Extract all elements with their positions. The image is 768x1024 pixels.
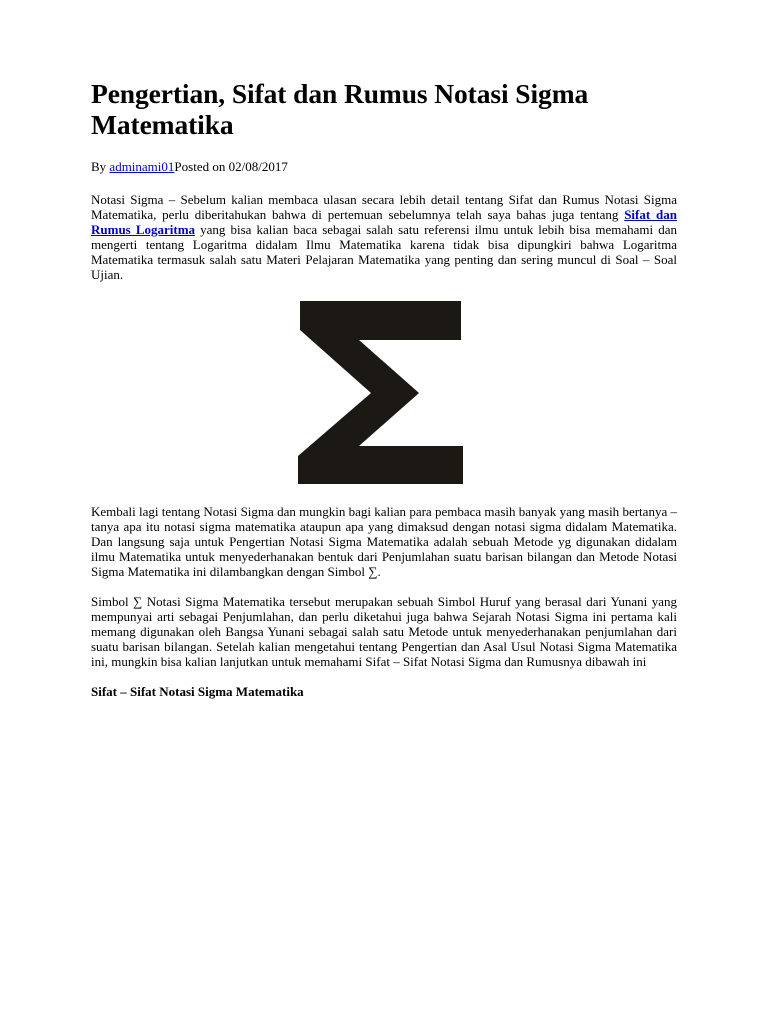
- paragraph-simbol: Simbol ∑ Notasi Sigma Matematika tersebut merupakan sebuah Simbol Huruf yang berasal dari Yunani yang mempunyai arti sebagai Penjumlahan, dan perlu diketahui juga bahwa Sejarah Notasi Sigma ini pertama kali memang digunakan oleh Bangsa Yunani sebagai salah satu Metode untuk menyederhanakan penjumlahan dari suatu barisan bilangan. Setelah kalian mengetahui tentang Pengertian dan Asal Usul Notasi Sigma Matematika ini, mungkin bisa kalian lanjutkan untuk memahami Sifat – Sifat Notasi Sigma dan Rumusnya dibawah ini: [91, 594, 677, 669]
- intro-paragraph: [91, 192, 677, 282]
- author-link[interactable]: adminami01: [109, 159, 175, 174]
- byline: [91, 159, 677, 174]
- article: [91, 78, 677, 699]
- section-heading-sifat: Sifat – Sifat Notasi Sigma Matematika: [91, 684, 304, 699]
- page-title: Pengertian, Sifat dan Rumus Notasi Sigma Matematika: [91, 78, 589, 140]
- intro-text-after: yang bisa kalian baca sebagai salah satu referensi ilmu untuk lebih bisa memahami dan mengerti tentang Logaritma didalam Ilmu Matematika karena tidak bisa dipungkiri bahwa Logaritma Matematika termasuk salah satu Materi Pelajaran Matematika yang penting dan sering muncul di Soal – Soal Ujian.: [91, 222, 677, 282]
- byline-prefix: By: [91, 159, 110, 174]
- intro-text-before: Notasi Sigma – Sebelum kalian membaca ulasan secara lebih detail tentang Sifat dan Rumus Notasi Sigma Matematika, perlu diberitahukan bahwa di pertemuan sebelumnya telah saya bahas juga tentang: [91, 192, 677, 222]
- paragraph-pengertian: Kembali lagi tentang Notasi Sigma dan mungkin bagi kalian para pembaca masih banyak yang masih bertanya – tanya apa itu notasi sigma matematika ataupun apa yang dimaksud dengan notasi sigma didalam Matematika. Dan langsung saja untuk Pengertian Notasi Sigma Matematika adalah sebuah Metode yg digunakan didalam ilmu Matematika untuk menyederhanakan bentuk dari Penjumlahan suatu barisan bilangan dan Metode Notasi Sigma Matematika ini dilambangkan dengan Simbol ∑.: [91, 504, 677, 579]
- posted-date: Posted on 02/08/2017: [174, 159, 288, 174]
- logaritma-link[interactable]: Sifat dan Rumus Logaritma: [91, 207, 678, 237]
- sigma-symbol-icon: [298, 301, 464, 484]
- sigma-figure: [91, 301, 677, 484]
